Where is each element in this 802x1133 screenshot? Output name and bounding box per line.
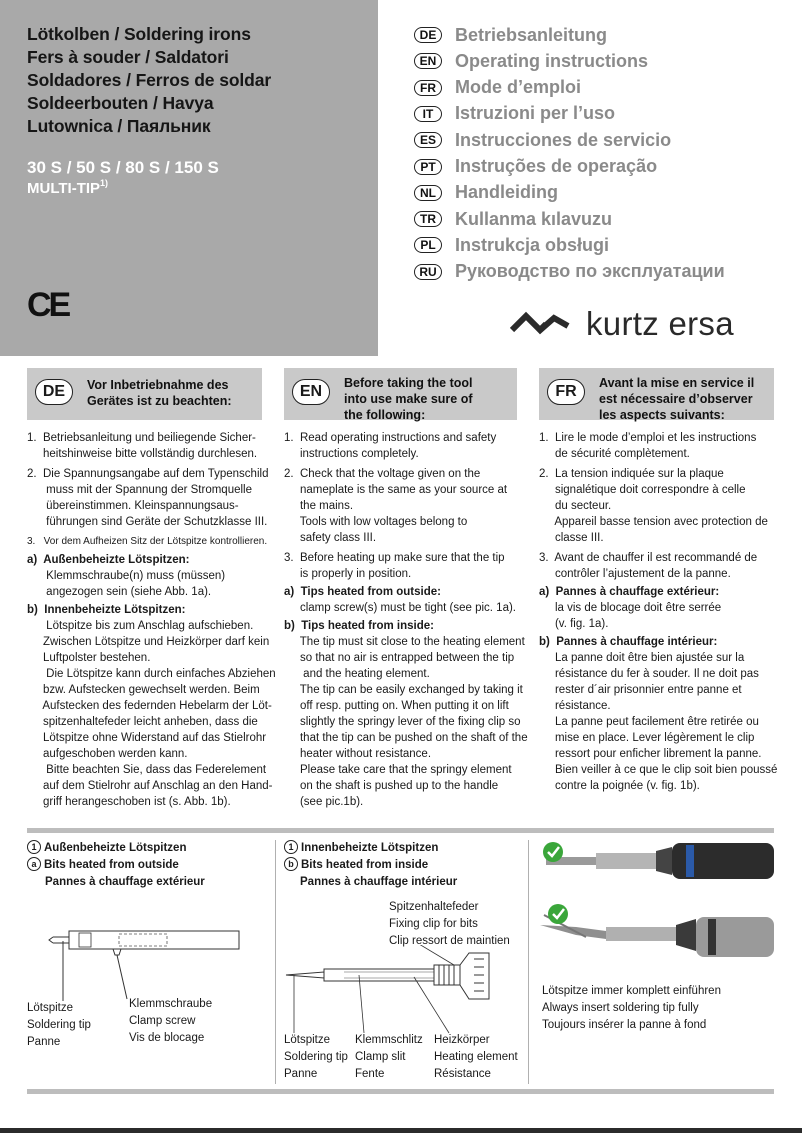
instruction-line: a) Tips heated from outside: (284, 586, 441, 598)
lang-code-badge: DE (414, 27, 442, 43)
instruction-line: nameplate is the same as your source at (284, 484, 508, 496)
fig1a-title-fr: Pannes à chauffage extérieur (45, 876, 205, 888)
instruction-line: Please take care that the springy element (284, 764, 512, 776)
instruction-line: Bitte beachten Sie, dass das Federelement (27, 764, 267, 776)
instruction-line: résistance. (539, 700, 611, 712)
instruction-line: Appareil basse tension avec protection de (539, 516, 768, 528)
instruction-line: heater without resistance. (284, 748, 432, 760)
instruction-line: griff herangeschoben ist (s. Abb. 1b). (27, 796, 231, 808)
instruction-line: Die Lötspitze kann durch einfaches Abziehen (27, 668, 276, 680)
instruction-line: la vis de blocage doit être serrée (539, 602, 722, 614)
instruction-line: aufgeschoben werden kann. (27, 748, 188, 760)
lang-name: Instrukcja obsługi (455, 234, 610, 255)
language-row-en (414, 50, 648, 72)
soldering-iron-photo (536, 835, 774, 975)
instruction-line: 3. Before heating up make sure that the tip (284, 552, 505, 564)
ce-mark: CE (27, 286, 69, 324)
fig1a-title-de: 1 Außenbeheizte Lötspitzen (27, 840, 186, 857)
col-header-de (27, 368, 262, 420)
instruction-line: übereinstimmen. Kleinspannungsaus- (27, 500, 239, 512)
instruction-line: so that no air is entrapped between the tip (284, 652, 515, 664)
col-title-en (344, 375, 473, 423)
instruction-line: rester d´air prisonnier entre panne et (539, 684, 742, 696)
instruction-line: La panne peut facilement être retirée ou (539, 716, 759, 728)
fig1b-heater-label: Heizkörper Heating element Résistance (434, 1034, 518, 1080)
lang-name: Operating instructions (455, 50, 649, 71)
instruction-line: Zwischen Lötspitze und Heizkörper darf kein (27, 636, 270, 648)
instruction-line: 3. Vor dem Aufheizen Sitz der Lötspitze kontrollieren. (27, 536, 268, 547)
instruction-line: du secteur. (539, 500, 612, 512)
col-title-line: est nécessaire d’observer (599, 392, 753, 406)
instruction-line: off resp. putting on. When putting it on lift (284, 700, 509, 712)
lang-name: Handleiding (455, 182, 558, 203)
title-de-en: Lötkolben / Soldering irons (27, 24, 251, 44)
multi-tip-label: MULTI-TIP$^{1)}$ (27, 178, 109, 197)
col-title-line: Before taking the tool (344, 376, 473, 390)
col-title-line: les aspects suivants: (599, 408, 725, 422)
title-fr-it: Fers à souder / Saldatori (27, 47, 229, 67)
fig1a-tip-label: Lötspitze Soldering tip Panne (27, 1002, 91, 1048)
language-row-ru (414, 261, 725, 283)
instruction-line: (see pic.1b). (284, 796, 364, 808)
instruction-line: the mains. (284, 500, 354, 512)
language-row-nl (414, 182, 558, 204)
instruction-line: 2. La tension indiquée sur la plaque (539, 468, 724, 480)
instruction-line: The tip can be easily exchanged by taking it (284, 684, 523, 696)
brand-mark-icon (510, 306, 574, 342)
lang-badge-en: EN (292, 379, 330, 405)
title-es-pt: Soldadores / Ferros de soldar (27, 70, 272, 90)
col-title-line: Vor Inbetriebnahme des (87, 378, 229, 392)
lang-name: Instruções de operação (455, 156, 658, 176)
instruction-line: on the shaft is pushed up to the handle (284, 780, 499, 792)
instruction-line: b) Pannes à chauffage intérieur: (539, 636, 718, 648)
lang-name: Руководство по эксплуатации (455, 261, 725, 282)
instruction-line: Tools with low voltages belong to (284, 516, 468, 528)
model-list: 30 S / 50 S / 80 S / 150 S (27, 158, 219, 177)
instruction-line: signalétique doit correspondre à celle (539, 484, 746, 496)
instruction-line: heitshinweise bitte vollständig durchlesen. (27, 448, 258, 460)
lang-name: Instrucciones de servicio (455, 129, 672, 150)
instruction-line: The tip must sit close to the heating element (284, 636, 525, 648)
instruction-line: that the tip can be pushed on the shaft of the (284, 732, 528, 744)
instruction-line: b) Tips heated from inside: (284, 620, 434, 632)
fig1a-screw-label: Klemmschraube Clamp screw Vis de blocage (129, 998, 213, 1044)
fig-number-badge: 1 (27, 840, 41, 854)
col-title-line: Avant la mise en service il (599, 376, 755, 390)
col-title-line: Gerätes ist zu beachten: (87, 394, 232, 408)
brand-logo (510, 306, 776, 344)
footnote-marker: 1) (100, 178, 109, 188)
instruction-line: Lötspitze bis zum Anschlag aufschieben. (27, 620, 254, 632)
instruction-line: Luftpolster bestehen. (27, 652, 151, 664)
lang-code-badge: RU (414, 264, 442, 280)
fig1b-title-en: b Bits heated from inside (284, 857, 428, 874)
instruction-line: slightly the springy lever of the fixing clip so (284, 716, 521, 728)
header-title-panel (0, 0, 378, 356)
instruction-line: führungen sind Geräte der Schutzklasse III. (27, 516, 268, 528)
lang-code-badge: PL (414, 237, 442, 253)
check-icon (548, 904, 568, 924)
lang-name: Betriebsanleitung (455, 24, 608, 45)
fig1b-title-fr: Pannes à chauffage intérieur (300, 876, 458, 888)
title-nl-tr: Soldeerbouten / Havya (27, 93, 214, 113)
instruction-line: b) Innenbeheizte Lötspitzen: (27, 604, 186, 616)
lang-code-badge: PT (414, 159, 442, 175)
fig1b-tip-label: Lötspitze Soldering tip Panne (284, 1034, 348, 1080)
lang-code-badge: FR (414, 80, 442, 96)
check-icon (543, 842, 563, 862)
instruction-line: Lötspitze ohne Widerstand auf das Stielrohr (27, 732, 267, 744)
instruction-line: a) Außenbeheizte Lötspitzen: (27, 554, 190, 566)
title-pl-ru: Lutownica / Паяльник (27, 116, 211, 136)
lang-name: Mode d’emploi (455, 77, 581, 98)
section-divider (27, 1089, 774, 1094)
fig1a-soldering-iron-drawing (27, 915, 242, 1005)
fig1b-title-de: 1 Innenbeheizte Lötspitzen (284, 840, 438, 857)
instruction-line: and the heating element. (284, 668, 430, 680)
column-divider (528, 840, 529, 1084)
instruction-line: Klemmschraube(n) muss (müssen) (27, 570, 226, 582)
section-divider (27, 828, 774, 833)
instruction-line: safety class III. (284, 532, 377, 544)
brand-name: kurtz ersa (586, 305, 734, 342)
language-row-pt (414, 156, 657, 178)
lang-code-badge: NL (414, 185, 442, 201)
language-row-pl (414, 234, 609, 256)
instruction-line: a) Pannes à chauffage extérieur: (539, 586, 720, 598)
lang-code-badge: TR (414, 211, 442, 227)
lang-name: Istruzioni per l’uso (455, 103, 616, 124)
col-title-line: the following: (344, 408, 426, 422)
col-header-en (284, 368, 517, 420)
instruction-line: contre la poignée (v. fig. 1b). (539, 780, 700, 792)
photo-caption: Lötspitze immer komplett einführen Always insert soldering tip fully Toujours insérer la panne à fond (542, 985, 721, 1031)
language-row-de (414, 24, 607, 46)
page-bottom-bar (0, 1128, 802, 1133)
fig1a-title-en: a Bits heated from outside (27, 857, 179, 874)
instruction-line: (v. fig. 1a). (539, 618, 609, 630)
instruction-line: Bien veiller à ce que le clip soit bien poussé (539, 764, 778, 776)
instruction-line: auf dem Stielrohr auf Anschlag an den Hand- (27, 780, 273, 792)
instruction-line: résistance du fer à souder. Il ne doit pas (539, 668, 759, 680)
fig-letter-badge: a (27, 857, 41, 871)
col-title-fr (599, 375, 754, 423)
instruction-line: angezogen sein (siehe Abb. 1a). (27, 586, 212, 598)
instruction-line: 2. Die Spannungsangabe auf dem Typenschild (27, 468, 269, 480)
language-row-tr (414, 208, 612, 230)
fig1b-clip-label: Spitzenhaltefeder Fixing clip for bits Clip ressort de maintien (389, 901, 510, 947)
instruction-line: Aufstecken des federnden Hebelarm der Löt- (27, 700, 272, 712)
fig-letter-badge: b (284, 857, 298, 871)
instruction-line: ressort pour enficher librement la panne. (539, 748, 762, 760)
lang-code-badge: EN (414, 53, 442, 69)
instruction-line: clamp screw(s) must be tight (see pic. 1a). (284, 602, 516, 614)
language-row-es (414, 129, 671, 151)
col-title-line: into use make sure of (344, 392, 473, 406)
instruction-line: instructions completely. (284, 448, 419, 460)
instruction-line: is properly in position. (284, 568, 412, 580)
instruction-line: La panne doit être bien ajustée sur la (539, 652, 745, 664)
instruction-line: bzw. Aufstecken gewechselt werden. Beim (27, 684, 260, 696)
instruction-line: 3. Avant de chauffer il est recommandé de (539, 552, 758, 564)
lang-badge-fr: FR (547, 379, 585, 405)
lang-name: Kullanma kılavuzu (455, 208, 613, 229)
instruction-line: 1. Lire le mode d’emploi et les instructions (539, 432, 757, 444)
language-row-fr (414, 77, 581, 99)
lang-code-badge: ES (414, 132, 442, 148)
col-title-de (87, 377, 232, 409)
instruction-line: muss mit der Spannung der Stromquelle (27, 484, 252, 496)
lang-code-badge: IT (414, 106, 442, 122)
instruction-line: 1. Read operating instructions and safety (284, 432, 497, 444)
instruction-line: 1. Betriebsanleitung und beiliegende Sicher- (27, 432, 256, 444)
instruction-line: contrôler l’ajustement de la panne. (539, 568, 731, 580)
fig1b-soldering-iron-drawing (284, 945, 524, 1035)
lang-badge-de: DE (35, 379, 73, 405)
language-row-it (414, 103, 615, 125)
instruction-line: 2. Check that the voltage given on the (284, 468, 481, 480)
instruction-line: mise en place. Lever légèrement le clip (539, 732, 755, 744)
instruction-line: de sécurité complètement. (539, 448, 690, 460)
fig1b-slit-label: Klemmschlitz Clamp slit Fente (355, 1034, 423, 1080)
instruction-line: classe III. (539, 532, 604, 544)
fig-number-badge: 1 (284, 840, 298, 854)
col-header-fr (539, 368, 774, 420)
column-divider (275, 840, 276, 1084)
instruction-line: spitzenhaltefeder leicht anheben, dass die (27, 716, 258, 728)
